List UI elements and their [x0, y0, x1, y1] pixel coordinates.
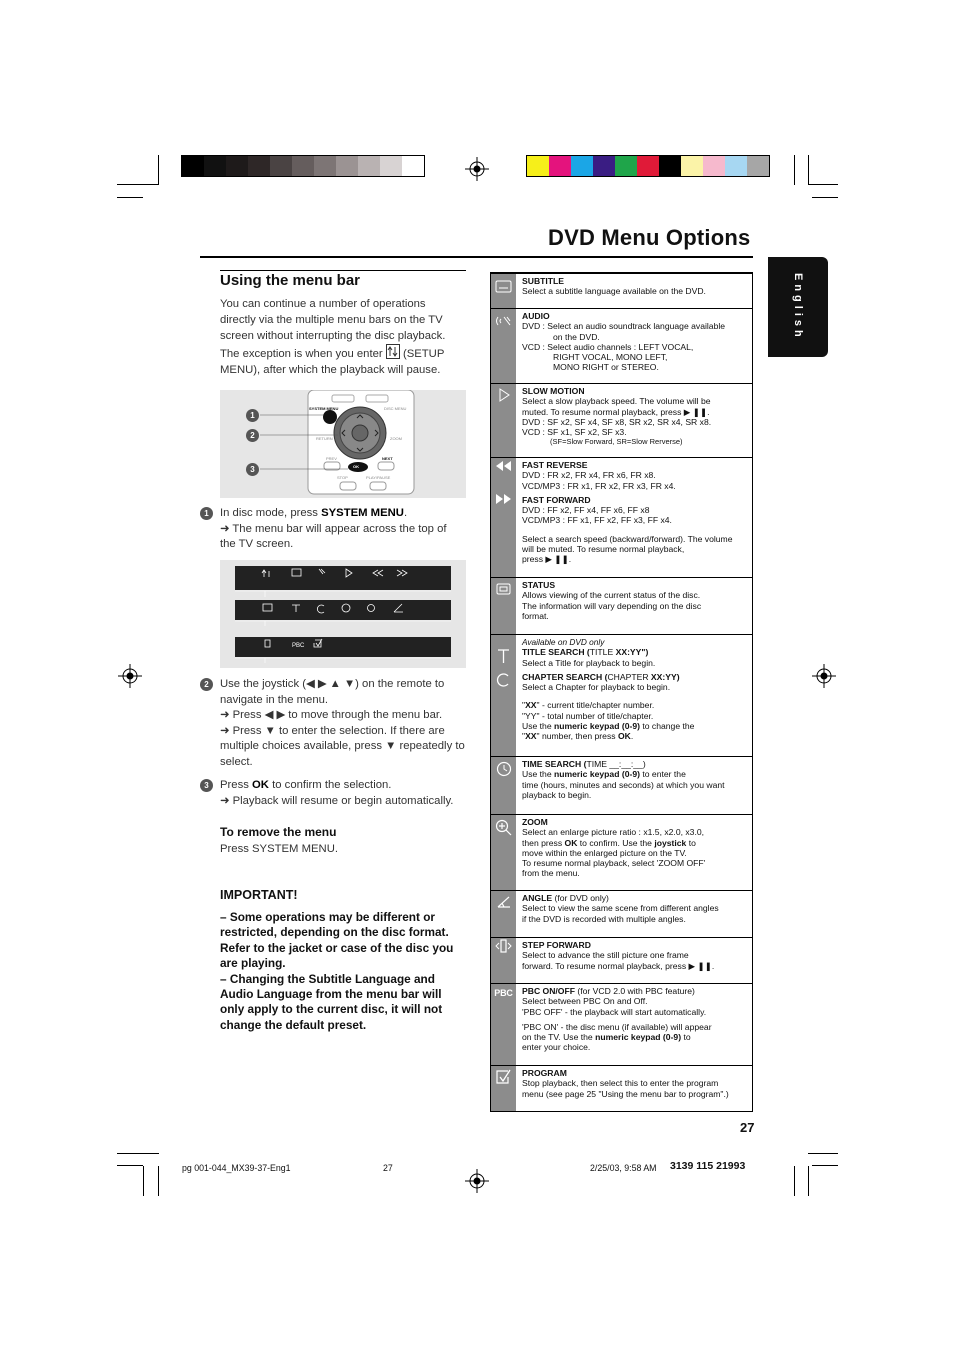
- intro-text: You can continue a number of operations directly via the multiple menu bars on the TV screen without interrupting the disc playback. The exception is when you enter: [220, 298, 446, 360]
- fast-reverse-icon: [494, 458, 513, 474]
- registration-target-icon: [118, 664, 142, 688]
- option-text: "YY" - total number of title/chapter.: [522, 710, 654, 721]
- step-number: 3: [200, 779, 213, 792]
- step-2: [200, 677, 465, 770]
- option-subtitle: [491, 273, 752, 308]
- callout-3: 3: [246, 463, 259, 476]
- important-notes: [220, 910, 465, 1033]
- option-text: time (hours, minutes and seconds) at which you want: [522, 779, 725, 790]
- system-menu-button: [323, 410, 337, 424]
- remote-illustration: [220, 390, 466, 498]
- registration-target-icon: [465, 1169, 489, 1193]
- zoom-icon: [494, 818, 513, 836]
- option-title: PBC ON/OFF: [522, 986, 575, 996]
- step-text: to confirm the selection.: [268, 779, 392, 791]
- registration-target-icon: [812, 664, 836, 688]
- grayscale-bar: [181, 155, 425, 177]
- option-title: ANGLE: [522, 893, 553, 903]
- option-time-search: [491, 756, 752, 814]
- option-text: RIGHT VOCAL, MONO LEFT,: [553, 352, 668, 363]
- section-rule: [220, 270, 466, 271]
- option-text: DVD : FR x2, FR x4, FR x6, FR x8.: [522, 470, 656, 481]
- option-step-forward: [491, 937, 752, 983]
- option-text: 'PBC ON' - the disc menu (if available) will appear: [522, 1021, 712, 1032]
- return-label: RETURN: [316, 436, 333, 441]
- option-text: Select a Chapter for playback to begin.: [522, 682, 671, 693]
- option-fast-search: [491, 457, 752, 577]
- option-text: Use the: [522, 721, 555, 732]
- step-result: ➜ Press ◀ ▶ to move through the menu bar.: [220, 709, 443, 721]
- option-title: TITLE SEARCH (: [522, 647, 590, 658]
- option-text: OK: [617, 731, 631, 742]
- option-text: To resume normal playback, select 'ZOOM OFF': [522, 858, 706, 869]
- option-text: Stop playback, then select this to enter the program: [522, 1078, 719, 1089]
- section-title: Using the menu bar: [220, 272, 361, 289]
- option-text: forward. To resume normal playback, press ▶ ❚❚.: [522, 960, 715, 971]
- option-text: (SF=Slow Forward, SR=Slow Rerverse): [550, 437, 683, 447]
- option-text: The information will vary depending on the disc: [522, 600, 702, 611]
- page-title: DVD Menu Options: [548, 225, 751, 250]
- option-text: on the TV. Use the: [522, 1032, 596, 1043]
- option-text: to change the: [639, 721, 695, 732]
- option-text: VCD/MP3 : FR x1, FR x2, FR x3, FR x4.: [522, 480, 676, 491]
- option-status: [491, 577, 752, 634]
- callout-2: 2: [246, 429, 259, 442]
- step-forward-icon: [494, 938, 513, 954]
- option-text: Select a search speed (backward/forward). The volume: [522, 533, 733, 544]
- step-text: Use the joystick (◀ ▶ ▲ ▼) on the remote to navigate in the menu.: [220, 678, 445, 706]
- important-note-1: – Some operations may be different or restricted, depending on the disc format. Refer to the jacket or case of the disc you are playing.: [220, 910, 454, 971]
- option-title: AUDIO: [522, 311, 550, 321]
- option-text: playback to begin.: [522, 789, 592, 800]
- option-text: XX: [525, 700, 537, 711]
- option-text: (for VCD 2.0 with PBC feature): [575, 986, 695, 996]
- option-title-chapter-search: [491, 634, 752, 756]
- option-text: numeric keypad (0-9): [595, 1032, 682, 1043]
- disc-menu-label: DISC MENU: [384, 406, 407, 411]
- setup-menu-icon: [386, 344, 400, 359]
- step-key: OK: [252, 779, 269, 791]
- option-text: format.: [522, 610, 549, 621]
- option-text: if the DVD is recorded with multiple angles.: [522, 913, 686, 924]
- program-icon: [494, 1069, 513, 1085]
- step-key: SYSTEM MENU: [321, 507, 404, 519]
- audio-icon: [494, 313, 513, 329]
- option-text: ": [522, 700, 526, 711]
- option-text: VCD : Select audio channels : LEFT VOCAL,: [522, 341, 694, 352]
- option-text: to: [681, 1032, 691, 1043]
- option-text: CHAPTER: [607, 671, 651, 682]
- footer-page: 27: [383, 1163, 393, 1173]
- title-search-icon: [494, 647, 513, 665]
- option-text: ": [522, 731, 526, 742]
- option-text: Select a subtitle language available on the DVD.: [522, 286, 706, 297]
- time-search-icon: [494, 760, 513, 778]
- option-text: numeric keypad (0-9): [554, 721, 640, 732]
- option-text: XX: [615, 647, 628, 658]
- option-text: TIME __:__:__): [586, 759, 646, 769]
- option-title: TIME SEARCH (: [522, 759, 587, 769]
- availability-note: Available on DVD only: [522, 637, 605, 647]
- option-text: Select an enlarge picture ratio : x1.5, x2.0, x3.0,: [522, 827, 705, 838]
- option-text: to enter the: [639, 769, 686, 780]
- language-tab-label: English: [792, 273, 804, 341]
- step-text: In disc mode, press: [220, 507, 322, 519]
- ok-label: OK: [353, 464, 359, 469]
- step-text: Press: [220, 779, 253, 791]
- option-text: 'PBC OFF' - the playback will start automatically.: [522, 1006, 707, 1017]
- option-angle: [491, 890, 752, 937]
- option-text: VCD : SF x1, SF x2, SF x3.: [522, 427, 627, 438]
- option-text: on the DVD.: [553, 331, 600, 342]
- option-title: STATUS: [522, 580, 556, 590]
- remove-menu-text: Press SYSTEM MENU.: [220, 843, 339, 855]
- option-text: press ▶ ❚❚.: [522, 554, 572, 565]
- option-title: FAST FORWARD: [522, 494, 591, 505]
- option-text: VCD/MP3 : FF x1, FF x2, FF x3, FF x4.: [522, 515, 672, 526]
- option-text: " - current title/chapter number.: [536, 700, 655, 711]
- option-title: FAST REVERSE: [522, 460, 588, 470]
- option-text: XX: [525, 731, 537, 742]
- intro-text-end: (SETUP MENU), after which the playback will pause.: [220, 348, 445, 376]
- option-text: DVD : Select an audio soundtrack language available: [522, 321, 726, 332]
- option-text: DVD : FF x2, FF x4, FF x6, FF x8: [522, 505, 650, 516]
- option-text: then press: [522, 837, 565, 848]
- step-3: [200, 778, 465, 809]
- menubar-pbc-label: PBC: [292, 643, 305, 649]
- subtitle-icon: [494, 279, 513, 295]
- step-result: ➜ Playback will resume or begin automatically.: [220, 794, 454, 807]
- menu-options-table: [490, 272, 753, 1112]
- option-text: OK: [564, 837, 578, 848]
- angle-icon: [494, 894, 513, 910]
- slow-motion-icon: [494, 387, 513, 403]
- option-text: menu (see page 25 "Using the menu bar to program".): [522, 1088, 729, 1099]
- option-text: Allows viewing of the current status of the disc.: [522, 590, 701, 601]
- option-title: PROGRAM: [522, 1068, 567, 1078]
- option-text: (for DVD only): [552, 893, 609, 903]
- option-text: move within the enlarged picture on the TV.: [522, 847, 687, 858]
- step-result: ➜ The menu bar will appear across the top of the TV screen.: [220, 522, 447, 550]
- chapter-search-icon: [494, 671, 513, 689]
- option-text: :YY): [662, 671, 680, 682]
- step-text: .: [403, 507, 408, 519]
- option-title: CHAPTER SEARCH (: [522, 671, 608, 682]
- stop-label: STOP: [337, 475, 348, 480]
- option-text: Use the: [522, 769, 555, 780]
- option-program: [491, 1065, 752, 1112]
- option-text: .: [630, 731, 634, 742]
- option-text: to confirm. Use the: [577, 837, 655, 848]
- intro-paragraph: [220, 296, 460, 378]
- important-heading: IMPORTANT!: [220, 888, 298, 902]
- option-pbc: [491, 983, 752, 1065]
- option-title: STEP FORWARD: [522, 940, 591, 950]
- remove-menu-heading: To remove the menu: [220, 825, 337, 839]
- option-text: Select to view the same scene from different angles: [522, 903, 719, 914]
- next-label: NEXT: [382, 456, 393, 461]
- option-text: will be muted. To resume normal playback,: [522, 544, 685, 555]
- prev-label: PREV: [326, 456, 337, 461]
- step-number: 2: [200, 678, 213, 691]
- option-title: SUBTITLE: [522, 276, 565, 286]
- option-text: " number, then press: [536, 731, 618, 742]
- option-zoom: [491, 814, 752, 890]
- option-audio: [491, 308, 752, 383]
- pbc-icon: PBC: [494, 988, 513, 998]
- option-slow-motion: [491, 383, 752, 457]
- option-text: :YY"): [627, 647, 649, 658]
- option-text: Select a Title for playback to begin.: [522, 657, 656, 668]
- step-1: [200, 506, 465, 553]
- option-text: XX: [650, 671, 663, 682]
- important-note-2: – Changing the Subtitle Language and Audio Language from the menu bar will only apply to the current disc, it will not change the default preset.: [220, 971, 443, 1032]
- color-bar: [526, 155, 770, 177]
- option-text: MONO RIGHT or STEREO.: [553, 362, 659, 373]
- fast-forward-icon: [494, 491, 513, 507]
- option-text: Select to advance the still picture one frame: [522, 950, 689, 961]
- page-number: 27: [740, 1120, 755, 1135]
- menubar-illustration: [220, 560, 466, 668]
- system-menu-label: SYSTEM MENU: [309, 406, 339, 411]
- option-title: ZOOM: [522, 817, 548, 827]
- play-pause-label: PLAY/PAUSE: [366, 475, 391, 480]
- step-result: ➜ Press ▼ to enter the selection. If there are multiple choices available, press ▼ repeatedly to select.: [220, 724, 465, 768]
- option-text: enter your choice.: [522, 1042, 591, 1053]
- option-text: joystick: [654, 837, 687, 848]
- status-icon: [494, 581, 513, 597]
- language-tab: [768, 257, 828, 357]
- option-text: numeric keypad (0-9): [554, 769, 640, 780]
- option-text: Select between PBC On and Off.: [522, 996, 648, 1007]
- option-text: Select a slow playback speed. The volume will be: [522, 396, 711, 407]
- callout-1: 1: [246, 409, 259, 422]
- option-text: muted. To resume normal playback, press ▶ ❚❚.: [522, 406, 710, 417]
- option-text: DVD : SF x2, SF x4, SF x8, SR x2, SR x4, SR x8.: [522, 416, 712, 427]
- footer-filename: pg 001-044_MX39-37-Eng1: [182, 1163, 291, 1173]
- registration-target-icon: [465, 157, 489, 181]
- footer-date: 2/25/03, 9:58 AM: [590, 1163, 657, 1173]
- step-number: 1: [200, 507, 213, 520]
- title-rule: [200, 256, 753, 258]
- option-text: to: [686, 837, 696, 848]
- option-text: TITLE: [589, 647, 616, 658]
- option-text: from the menu.: [522, 868, 580, 879]
- footer-product-code: 3139 115 21993: [670, 1160, 746, 1172]
- zoom-label: ZOOM: [390, 436, 402, 441]
- option-title: SLOW MOTION: [522, 386, 585, 396]
